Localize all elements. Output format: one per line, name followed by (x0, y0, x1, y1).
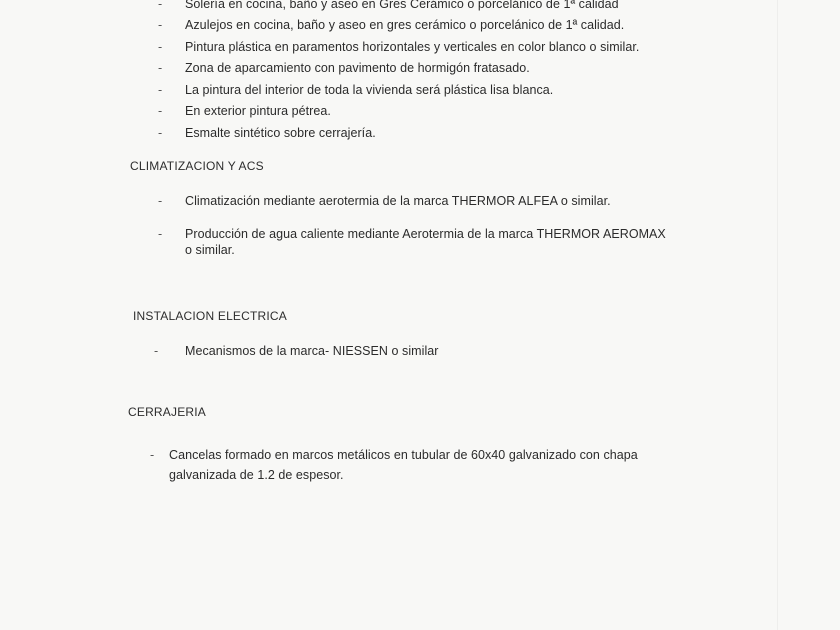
list-item: Pintura plástica en paramentos horizontales y verticales en color blanco o similar. (185, 40, 640, 54)
list-item: Solería en cocina, baño y aseo en Gres Cerámico o porcelánico de 1ª calidad (185, 0, 619, 11)
section-heading: CLIMATIZACION Y ACS (130, 159, 264, 173)
scan-edge (777, 0, 778, 630)
list-item: Mecanismos de la marca- NIESSEN o similar (185, 344, 439, 358)
list-bullet: - (158, 126, 163, 140)
list-item: Producción de agua caliente mediante Aerotermia de la marca THERMOR AEROMAX (185, 227, 666, 241)
list-bullet: - (150, 448, 155, 462)
list-item: Zona de aparcamiento con pavimento de hormigón fratasado. (185, 61, 530, 75)
list-bullet: - (154, 344, 159, 358)
list-item-continuation: o similar. (185, 243, 235, 257)
list-item: Esmalte sintético sobre cerrajería. (185, 126, 376, 140)
list-bullet: - (158, 227, 163, 241)
list-item: La pintura del interior de toda la vivienda será plástica lisa blanca. (185, 83, 554, 97)
list-bullet: - (158, 61, 163, 75)
list-bullet: - (158, 40, 163, 54)
list-bullet: - (158, 18, 163, 32)
list-bullet: - (158, 83, 163, 97)
section-heading: CERRAJERIA (128, 405, 207, 419)
list-item: Climatización mediante aerotermia de la marca THERMOR ALFEA o similar. (185, 194, 611, 208)
list-item: Cancelas formado en marcos metálicos en tubular de 60x40 galvanizado con chapa (169, 448, 638, 462)
list-item: En exterior pintura pétrea. (185, 104, 331, 118)
section-heading: INSTALACION ELECTRICA (133, 309, 288, 323)
list-item-continuation: galvanizada de 1.2 de espesor. (169, 468, 344, 482)
list-bullet: - (158, 104, 163, 118)
list-item: Azulejos en cocina, baño y aseo en gres cerámico o porcelánico de 1ª calidad. (185, 18, 625, 32)
list-bullet: - (158, 194, 163, 208)
list-bullet: - (158, 0, 163, 11)
